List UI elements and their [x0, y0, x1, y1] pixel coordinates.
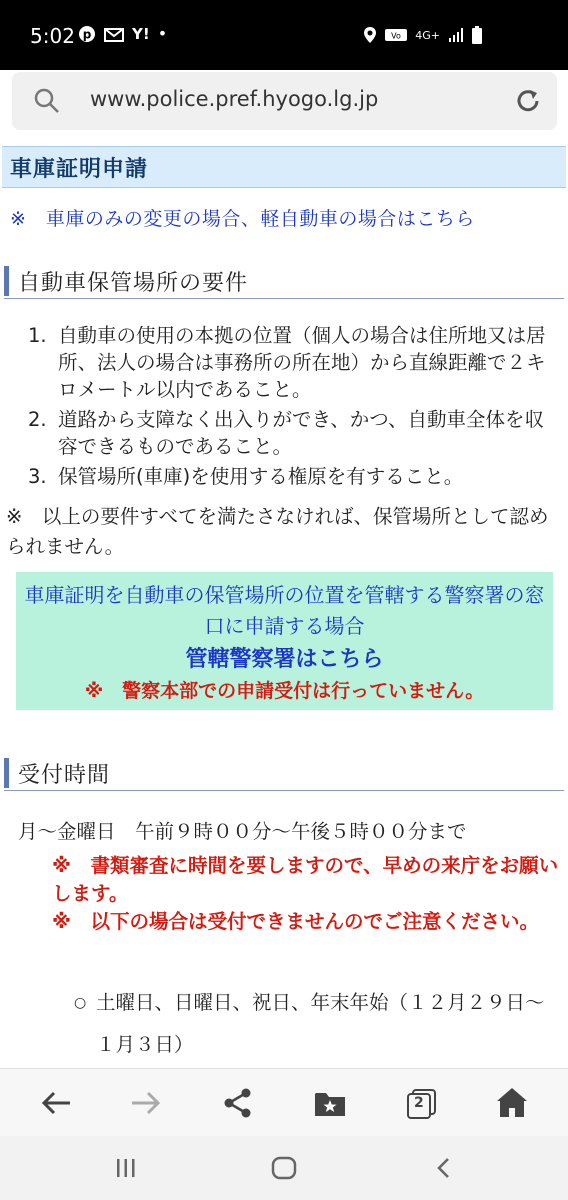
signal-icon	[448, 27, 464, 43]
hq-warning: ※ 警察本部での申請受付は行っていません。	[84, 680, 485, 702]
tabs-button[interactable]	[404, 1085, 440, 1121]
battery-icon	[472, 26, 482, 44]
forward-arrow-icon[interactable]	[128, 1085, 164, 1121]
volte-icon	[385, 28, 407, 42]
section-heading-requirements	[4, 264, 564, 299]
reload-icon[interactable]	[513, 86, 543, 116]
list-item: 3. 保管場所(車庫)を使用する権原を有すること。	[28, 465, 464, 488]
svg-text:Vo: Vo	[391, 31, 402, 41]
page-title-bar	[2, 146, 566, 188]
clock: 5:02	[30, 24, 75, 48]
early-visit-note: ※ 書類審査に時間を要しますので、早めの来庁をお願いします。	[52, 854, 559, 905]
home-icon[interactable]	[494, 1085, 530, 1121]
closed-days-item: ○ 土曜日、日曜日、祝日、年末年始（１２月２９日～１月３日）	[74, 982, 554, 1066]
bookmarks-icon[interactable]	[312, 1085, 348, 1121]
requirements-list	[28, 322, 558, 493]
application-info-box	[16, 572, 553, 710]
list-item: 1. 自動車の使用の本拠の位置（個人の場合は住所地又は居所、法人の場合は事務所の所在地）から直線距離で２キロメートル以内であること。	[28, 324, 546, 401]
mail-icon	[104, 26, 124, 42]
reception-hours: 月～金曜日 午前９時００分～午後５時００分まで	[18, 820, 467, 843]
svg-text:p: p	[82, 27, 92, 41]
back-arrow-icon[interactable]	[38, 1085, 74, 1121]
url-text[interactable]: www.police.pref.hyogo.lg.jp	[90, 87, 379, 111]
home-nav-icon[interactable]	[271, 1156, 297, 1180]
section-heading-text: 受付時間	[18, 763, 111, 788]
browser-toolbar	[0, 1068, 568, 1137]
jurisdiction-police-link[interactable]: 管轄警察署はこちら	[185, 647, 384, 672]
requirements-note: ※ 以上の要件すべてを満たさなければ、保管場所として認められません。	[6, 505, 549, 558]
section-heading-hours	[4, 756, 564, 791]
page-content	[0, 146, 568, 1066]
recent-apps-icon[interactable]	[114, 1156, 138, 1180]
back-nav-icon[interactable]	[432, 1156, 456, 1180]
section-heading-text: 自動車保管場所の要件	[18, 271, 249, 296]
page-title: 車庫証明申請	[10, 157, 149, 182]
pinterest-icon	[78, 25, 96, 43]
yahoo-icon: Y!	[132, 24, 150, 43]
application-info-text: 車庫証明を自動車の保管場所の位置を管轄する警察署の窓口に申請する場合	[24, 583, 545, 638]
network-type: 4G+	[415, 28, 440, 42]
list-item: 2. 道路から支障なく出入りができ、かつ、自動車全体を収容できるものであること。	[28, 408, 544, 458]
system-nav-bar	[0, 1136, 568, 1200]
share-icon[interactable]	[220, 1085, 256, 1121]
location-icon	[363, 26, 377, 44]
notification-dot: •	[157, 24, 168, 43]
search-icon	[32, 86, 62, 116]
closed-note: ※ 以下の場合は受付できませんのでご注意ください。	[52, 910, 539, 933]
tabs-count: 2	[414, 1095, 424, 1111]
bullet-icon: ○	[74, 995, 87, 1011]
light-vehicle-link[interactable]: ※ 車庫のみの変更の場合、軽自動車の場合はこちら	[10, 208, 475, 230]
address-bar[interactable]	[12, 72, 557, 130]
status-bar	[0, 0, 568, 70]
